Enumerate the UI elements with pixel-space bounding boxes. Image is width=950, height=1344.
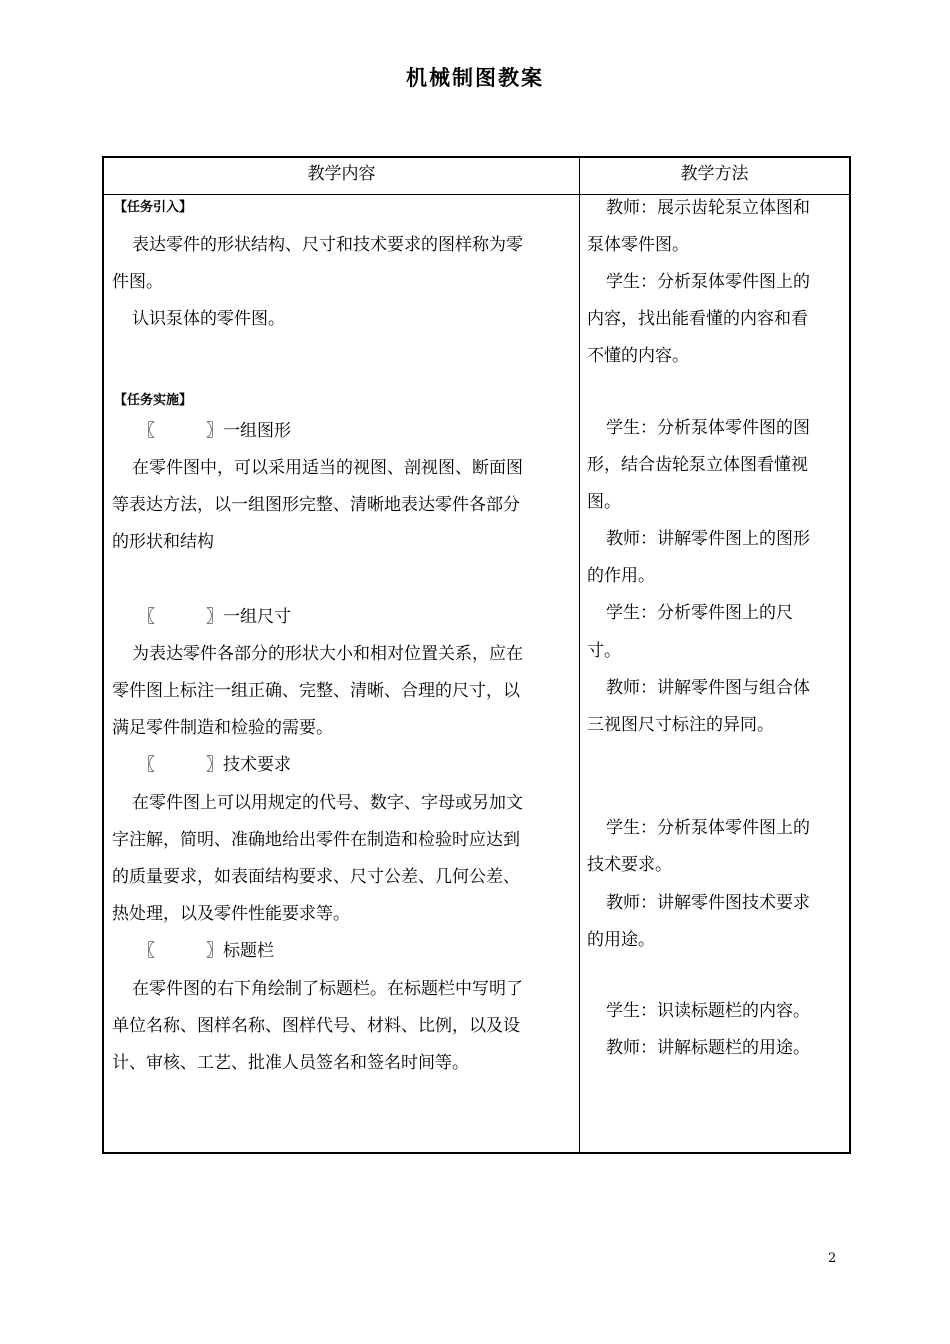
method-line: 三视图尺寸标注的异同。 bbox=[587, 715, 774, 735]
content-line: 等表达方法，以一组图形完整、清晰地表达零件各部分 bbox=[112, 495, 520, 515]
document-title: 机械制图教案 bbox=[406, 66, 544, 90]
content-line: 在零件图的右下角绘制了标题栏。在标题栏中写明了 bbox=[132, 979, 523, 999]
subsection-heading: 〖 〗技术要求 bbox=[138, 755, 291, 775]
section-tag-intro: 【任务引入】 bbox=[114, 200, 193, 215]
subsection-heading: 〖 〗一组图形 bbox=[138, 421, 291, 441]
content-line: 表达零件的形状结构、尺寸和技术要求的图样称为零 bbox=[132, 235, 523, 255]
method-line: 教师：讲解零件图与组合体 bbox=[606, 678, 810, 698]
method-line: 教师：讲解标题栏的用途。 bbox=[606, 1038, 810, 1058]
method-line: 技术要求。 bbox=[587, 855, 672, 875]
method-line: 教师：讲解零件图技术要求 bbox=[606, 893, 810, 913]
header-method: 教学方法 bbox=[680, 164, 749, 184]
method-line: 的用途。 bbox=[587, 930, 655, 950]
method-line: 学生：分析零件图上的尺 bbox=[606, 603, 793, 623]
header-content: 教学内容 bbox=[307, 164, 376, 184]
content-line: 的质量要求，如表面结构要求、尺寸公差、几何公差、 bbox=[112, 867, 520, 887]
column-divider bbox=[579, 158, 580, 1152]
content-line: 零件图上标注一组正确、完整、清晰、合理的尺寸，以 bbox=[112, 681, 520, 701]
page-number: 2 bbox=[828, 1251, 837, 1266]
subsection-heading: 〖 〗一组尺寸 bbox=[138, 607, 291, 627]
method-line: 寸。 bbox=[587, 641, 621, 661]
content-line: 认识泵体的零件图。 bbox=[132, 309, 285, 329]
method-line: 学生：分析泵体零件图的图 bbox=[606, 418, 810, 438]
content-line: 在零件图上可以用规定的代号、数字、字母或另加文 bbox=[132, 793, 523, 813]
subsection-heading: 〖 〗标题栏 bbox=[138, 941, 274, 961]
content-line: 单位名称、图样名称、图样代号、材料、比例，以及设 bbox=[112, 1016, 520, 1036]
method-line: 不懂的内容。 bbox=[587, 346, 689, 366]
content-line: 件图。 bbox=[112, 272, 163, 292]
content-line: 热处理，以及零件性能要求等。 bbox=[112, 904, 350, 924]
method-line: 教师：讲解零件图上的图形 bbox=[606, 529, 810, 549]
method-line: 学生：分析泵体零件图上的 bbox=[606, 272, 810, 292]
method-line: 学生：分析泵体零件图上的 bbox=[606, 818, 810, 838]
content-line: 满足零件制造和检验的需要。 bbox=[112, 718, 333, 738]
content-line: 在零件图中，可以采用适当的视图、剖视图、断面图 bbox=[132, 458, 523, 478]
section-tag-implement: 【任务实施】 bbox=[114, 393, 193, 408]
method-line: 形，结合齿轮泵立体图看懂视 bbox=[587, 455, 808, 475]
header-divider bbox=[104, 194, 849, 195]
method-line: 内容，找出能看懂的内容和看 bbox=[587, 309, 808, 329]
method-line: 学生：识读标题栏的内容。 bbox=[606, 1001, 810, 1021]
content-line: 计、审核、工艺、批准人员签名和签名时间等。 bbox=[112, 1053, 469, 1073]
method-line: 泵体零件图。 bbox=[587, 235, 689, 255]
method-line: 的作用。 bbox=[587, 566, 655, 586]
method-line: 教师：展示齿轮泵立体图和 bbox=[606, 198, 810, 218]
content-line: 字注解，简明、准确地给出零件在制造和检验时应达到 bbox=[112, 830, 520, 850]
content-line: 为表达零件各部分的形状大小和相对位置关系，应在 bbox=[132, 644, 523, 664]
method-line: 图。 bbox=[587, 492, 621, 512]
content-line: 的形状和结构 bbox=[112, 532, 214, 552]
lesson-table bbox=[102, 156, 851, 1154]
